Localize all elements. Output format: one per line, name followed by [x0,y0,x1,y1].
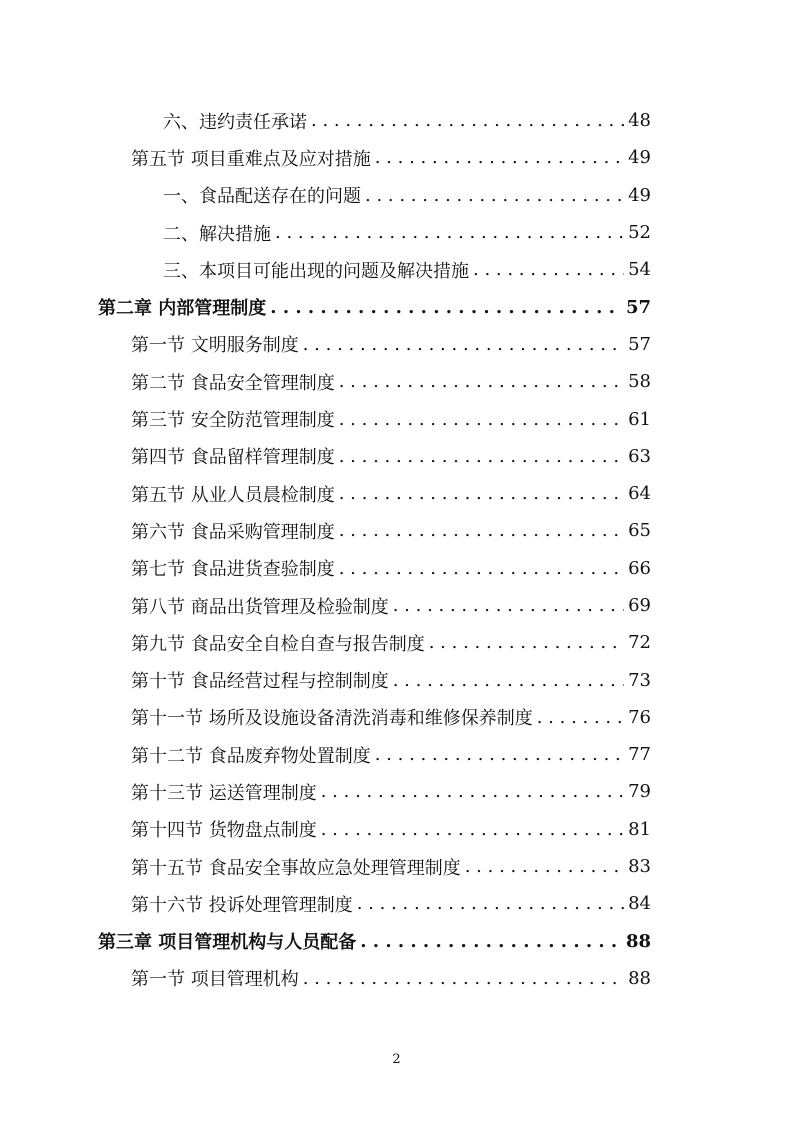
toc-entry-label: 六、违约责任承诺 [163,111,307,133]
toc-entry[interactable] [131,326,651,363]
toc-entry-page: 49 [628,184,651,206]
toc-entry-page: 81 [628,818,651,840]
toc-entry-page: 88 [628,967,651,989]
toc-leader-dots [311,110,624,131]
toc-entry-label: 一、食品配送存在的问题 [163,186,361,208]
toc-entry-label: 第十六节 投诉处理管理制度 [131,894,353,916]
toc-leader-dots [339,558,624,579]
toc-leader-dots [375,744,624,765]
toc-entry[interactable] [131,363,651,400]
toc-leader-dots [339,520,624,541]
toc-entry-label: 二、解决措施 [163,223,271,245]
page-number: 2 [392,1052,401,1067]
toc-entry-label: 第三章 项目管理机构与人员配备 [98,932,357,954]
toc-leader-dots [429,632,624,653]
toc-entry-label: 第五节 从业人员晨检制度 [131,484,335,506]
toc-leader-dots [339,446,624,467]
toc-entry-page: 63 [628,445,651,467]
toc-entry[interactable] [131,811,651,848]
toc-leader-dots [303,334,624,355]
toc-leader-dots [270,297,622,318]
toc-entry-label: 第八节 商品出货管理及检验制度 [131,596,389,618]
toc-entry-label: 第十三节 运送管理制度 [131,782,317,804]
toc-entry[interactable] [98,288,651,325]
toc-entry-page: 49 [628,147,651,169]
toc-leader-dots [339,483,624,504]
toc-entry-page: 57 [625,296,651,318]
toc-entry[interactable] [163,251,651,288]
toc-entry[interactable] [131,661,651,698]
toc-entry-page: 83 [628,856,651,878]
toc-leader-dots [375,147,624,168]
toc-entry[interactable] [163,177,651,214]
toc-entry-label: 第六节 食品采购管理制度 [131,521,335,543]
toc-entry-page: 64 [628,483,651,505]
toc-entry[interactable] [163,214,651,251]
toc-entry-page: 48 [628,110,651,132]
toc-entry-page: 72 [628,632,651,654]
toc-entry-label: 第四节 食品留样管理制度 [131,447,335,469]
toc-entry-page: 76 [628,706,651,728]
toc-entry[interactable] [131,475,651,512]
toc-leader-dots [537,707,624,728]
toc-entry-label: 三、本项目可能出现的问题及解决措施 [163,260,469,282]
toc-entry-page: 84 [628,893,651,915]
toc-leader-dots [365,185,624,206]
toc-entry-page: 79 [628,781,651,803]
toc-leader-dots [321,819,624,840]
toc-entry[interactable] [131,512,651,549]
toc-entry-label: 第九节 食品安全自检自查与报告制度 [131,633,425,655]
toc-entry-page: 66 [628,557,651,579]
toc-entry[interactable] [131,699,651,736]
toc-entry-page: 73 [628,669,651,691]
toc-entry-page: 88 [625,930,651,952]
toc-entry[interactable] [98,923,651,960]
toc-entry-page: 58 [628,371,651,393]
toc-entry[interactable] [131,587,651,624]
toc-entry-page: 57 [628,333,651,355]
toc-entry-label: 第一节 文明服务制度 [131,335,299,357]
toc-leader-dots [357,893,624,914]
toc-leader-dots [339,371,624,392]
toc-entry-page: 65 [628,520,651,542]
toc-leader-dots [275,222,624,243]
toc-entry-page: 69 [628,595,651,616]
toc-leader-dots [303,968,624,989]
table-of-contents [0,102,793,997]
toc-entry[interactable] [131,848,651,885]
toc-leader-dots [393,595,624,616]
toc-entry-label: 第二节 食品安全管理制度 [131,372,335,394]
toc-entry[interactable] [131,438,651,475]
toc-entry[interactable] [131,960,651,997]
toc-leader-dots [473,259,624,280]
toc-leader-dots [393,670,624,691]
toc-entry[interactable] [131,400,651,437]
toc-entry-page: 54 [628,259,651,281]
toc-entry-label: 第十二节 食品废弃物处置制度 [131,745,371,767]
toc-entry-label: 第十四节 货物盘点制度 [131,820,317,842]
toc-entry[interactable] [163,102,651,139]
toc-entry-page: 77 [628,744,651,766]
toc-entry[interactable] [131,736,651,773]
toc-entry-label: 第一节 项目管理机构 [131,969,299,991]
toc-entry-page: 52 [628,222,651,244]
toc-leader-dots [321,781,624,802]
toc-entry[interactable] [131,624,651,661]
toc-leader-dots [339,409,624,430]
toc-entry[interactable] [131,139,651,176]
toc-entry-label: 第三节 安全防范管理制度 [131,410,335,432]
toc-entry-label: 第十五节 食品安全事故应急处理管理制度 [131,857,461,879]
toc-entry-label: 第十一节 场所及设施设备清洗消毒和维修保养制度 [131,708,533,730]
toc-entry-label: 第七节 食品进货查验制度 [131,559,335,581]
toc-leader-dots [360,931,622,952]
toc-entry-label: 第二章 内部管理制度 [98,298,267,320]
toc-entry-page: 61 [628,408,651,430]
toc-leader-dots [465,856,624,877]
toc-entry[interactable] [131,550,651,587]
toc-entry-label: 第十节 食品经营过程与控制制度 [131,671,389,693]
toc-entry[interactable] [131,773,651,810]
toc-entry[interactable] [131,885,651,922]
toc-entry-label: 第五节 项目重难点及应对措施 [131,148,371,170]
